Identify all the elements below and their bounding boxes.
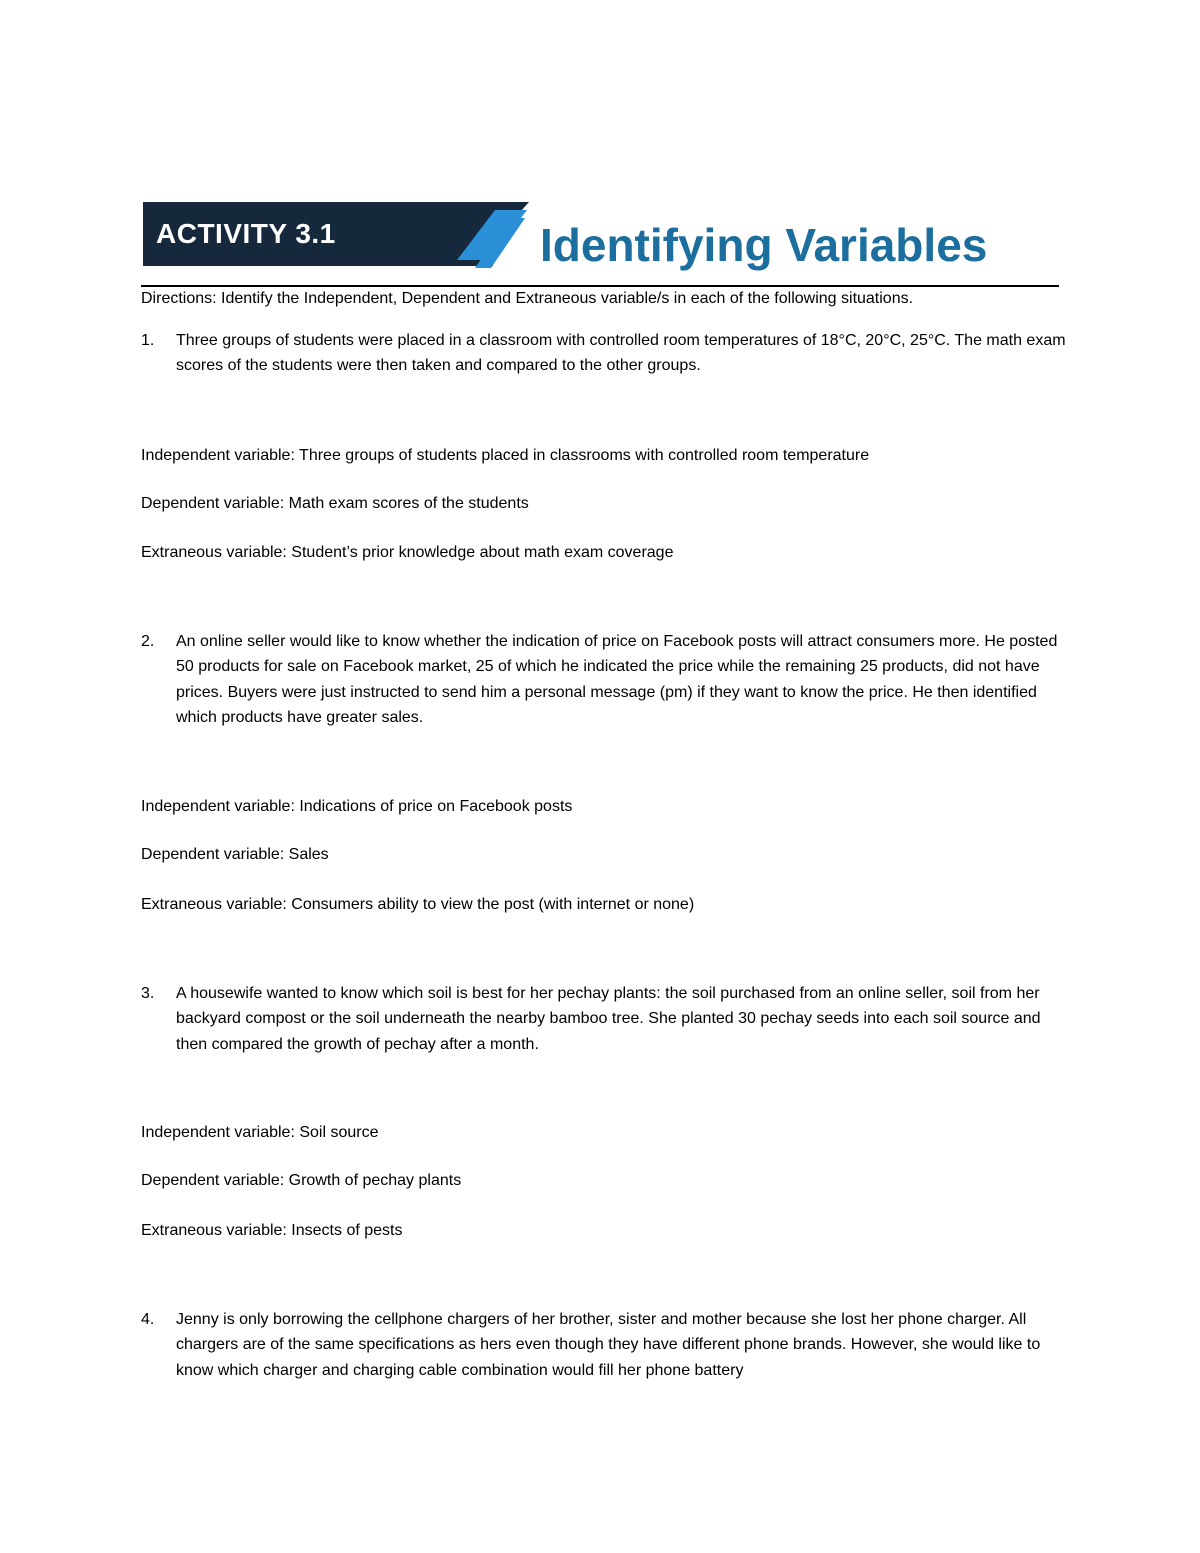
independent-variable-answer: Independent variable: Three groups of students placed in classrooms with controlled room temperature: [141, 447, 870, 464]
extraneous-variable-answer: Extraneous variable: Insects of pests: [141, 1222, 403, 1239]
item-number: 1.: [141, 332, 155, 349]
independent-variable-answer: Independent variable: Indications of price on Facebook posts: [141, 798, 573, 815]
item-number: 3.: [141, 985, 155, 1002]
situation-text: A housewife wanted to know which soil is best for her pechay plants: the soil purchased from an online seller, soil from her backyard compost or the soil underneath the nearby bamboo tree. She planted 30 pechay seeds into each soil source and then compared the growth of pechay after a month.: [176, 985, 1041, 1053]
decorative-stripes-icon: [439, 202, 539, 268]
dependent-variable-answer: Dependent variable: Math exam scores of the students: [141, 495, 529, 512]
page-title: Identifying Variables: [540, 219, 988, 271]
item-number: 2.: [141, 633, 155, 650]
item-number: 4.: [141, 1311, 155, 1328]
situation-text: Jenny is only borrowing the cellphone chargers of her brother, sister and mother because she lost her phone charger. All chargers are of the same specifications as hers even though they have different phone brands. However, she would like to know which charger and charging cable combination would fill her phone battery: [176, 1311, 1041, 1379]
situation-text: An online seller would like to know whether the indication of price on Facebook posts will attract consumers more. He posted 50 products for sale on Facebook market, 25 of which he indicated the price while the remaining 25 products, did not have prices. Buyers were just instructed to send him a personal message (pm) if they want to know the price. He then identified which products have greater sales.: [176, 633, 1058, 726]
dependent-variable-answer: Dependent variable: Sales: [141, 846, 329, 863]
activity-header-banner: [143, 202, 1033, 272]
directions-text: Directions: Identify the Independent, Dependent and Extraneous variable/s in each of the following situations.: [141, 290, 914, 307]
activity-label: ACTIVITY 3.1: [156, 218, 336, 249]
dependent-variable-answer: Dependent variable: Growth of pechay plants: [141, 1172, 462, 1189]
extraneous-variable-answer: Extraneous variable: Consumers ability to view the post (with internet or none): [141, 896, 695, 913]
extraneous-variable-answer: Extraneous variable: Student’s prior knowledge about math exam coverage: [141, 544, 674, 561]
independent-variable-answer: Independent variable: Soil source: [141, 1124, 379, 1141]
situation-text: Three groups of students were placed in a classroom with controlled room temperatures of 18°C, 20°C, 25°C. The math exam scores of the students were then taken and compared to the other groups.: [176, 332, 1066, 375]
